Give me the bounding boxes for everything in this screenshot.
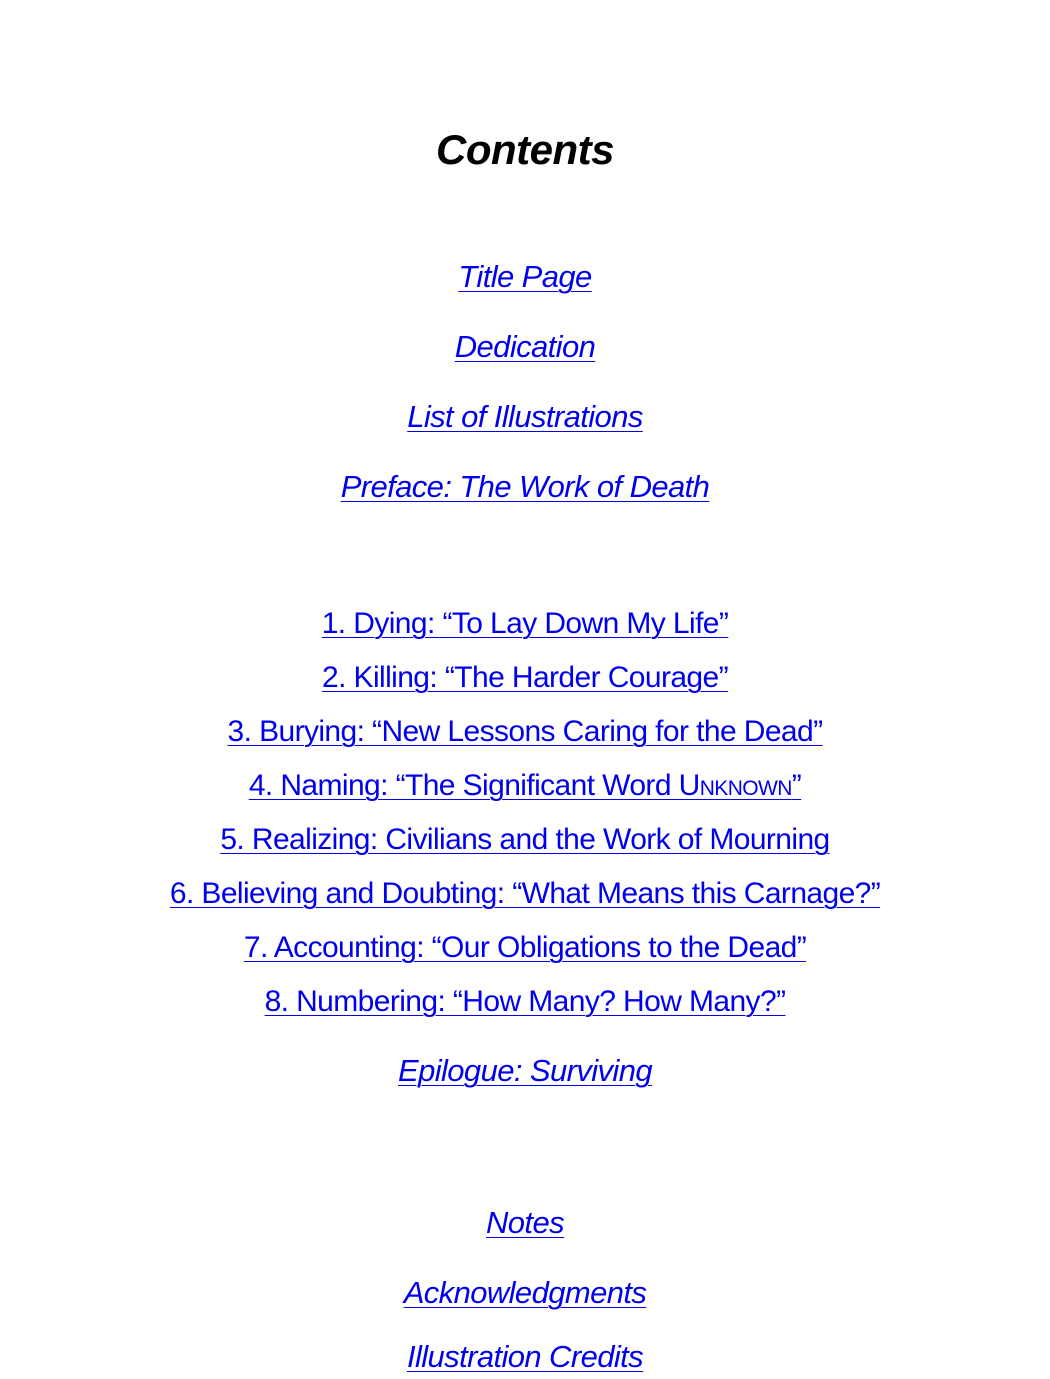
toc-link-chapter-8[interactable]: 8. Numbering: “How Many? How Many?” xyxy=(264,985,786,1018)
toc-link-chapter-2[interactable]: 2. Killing: “The Harder Courage” xyxy=(322,661,728,694)
toc-link-illustration-credits[interactable]: Illustration Credits xyxy=(406,1339,644,1374)
toc-link-acknowledgments[interactable]: Acknowledgments xyxy=(403,1275,647,1310)
toc-link-chapter-4[interactable] xyxy=(0,766,1050,806)
toc-link-epilogue[interactable]: Epilogue: Surviving xyxy=(398,1053,652,1088)
toc-link-notes[interactable]: Notes xyxy=(486,1205,564,1240)
toc-link-chapter-5[interactable]: 5. Realizing: Civilians and the Work of Mourning xyxy=(220,823,830,856)
toc-link-chapter-1[interactable]: 1. Dying: “To Lay Down My Life” xyxy=(321,607,729,640)
toc-link-title-page[interactable]: Title Page xyxy=(458,259,592,294)
toc-link-chapter-6[interactable]: 6. Believing and Doubting: “What Means this Carnage?” xyxy=(169,877,881,910)
page-title: Contents xyxy=(436,126,614,173)
toc-link-chapter-7[interactable]: 7. Accounting: “Our Obligations to the Dead” xyxy=(243,931,807,964)
toc-link-list-of-illustrations[interactable]: List of Illustrations xyxy=(407,399,643,434)
chapter-4-title-small-caps: Unknown xyxy=(678,769,792,802)
toc-link-preface[interactable]: Preface: The Work of Death xyxy=(340,469,710,504)
toc-link-chapter-3[interactable]: 3. Burying: “New Lessons Caring for the Dead” xyxy=(227,715,823,748)
chapter-4-title-prefix: 4. Naming: “The Significant Word xyxy=(248,769,679,802)
toc-link-dedication[interactable]: Dedication xyxy=(454,329,596,364)
chapter-4-title-suffix: ” xyxy=(791,769,802,802)
